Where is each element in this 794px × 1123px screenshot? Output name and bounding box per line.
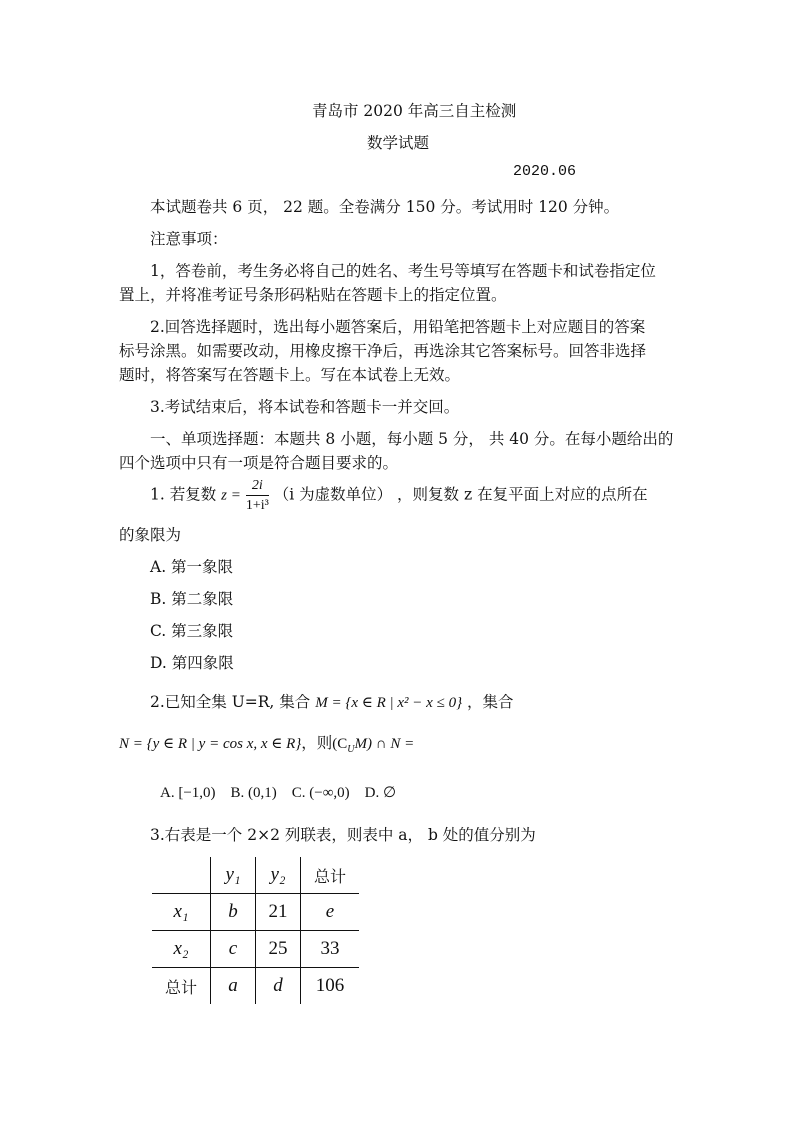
note-2-line-2: 标号涂黑。如需要改动，用橡皮擦干净后，再选涂其它答案标号。回答非选择	[119, 342, 647, 360]
contingency-table	[152, 857, 359, 1004]
q2-prefix: 2.已知全集 U=R, 集合	[150, 693, 311, 711]
table-cell: 21	[256, 894, 301, 931]
table-cell	[152, 857, 211, 894]
q2-set-m: M = {x ∈ R | x² − x ≤ 0}	[315, 695, 463, 711]
table-cell: 33	[301, 931, 360, 968]
question-1-stem	[150, 478, 648, 513]
exam-date: 2020.06	[513, 163, 577, 180]
q2-then: ，则	[301, 734, 333, 752]
q1-z-eq: z =	[221, 487, 241, 504]
table-cell: d	[256, 968, 301, 1005]
q1-suffix: （i 为虚数单位） ，则复数 z 在复平面上对应的点所在	[273, 485, 648, 504]
page-title: 青岛市 2020 年高三自主检测	[312, 102, 517, 120]
question-2-line-2	[119, 731, 414, 755]
table-cell: 总计	[152, 968, 211, 1005]
note-3: 3.考试结束后，将本试卷和答题卡一并交回。	[150, 398, 460, 416]
question-2-stem	[150, 690, 514, 712]
question-1-line-2: 的象限为	[119, 526, 182, 544]
table-cell: 106	[301, 968, 360, 1005]
table-row	[152, 968, 359, 1005]
q2-set-n: N = {y ∈ R | y = cos x, x ∈ R}	[119, 736, 302, 752]
q1-prefix: 1. 若复数	[150, 485, 217, 504]
q2-expr-sub: U	[347, 744, 355, 756]
table-cell: b	[211, 894, 256, 931]
q1-fraction-denominator: 1+i³	[245, 498, 269, 513]
notes-heading: 注意事项：	[150, 230, 228, 248]
table-cell: 25	[256, 931, 301, 968]
table-cell: e	[301, 894, 360, 931]
table-cell: x₁	[152, 894, 211, 931]
note-2-line-3: 题时，将答案写在答题卡上。写在本试卷上无效。	[119, 366, 461, 384]
table-cell: 总计	[301, 857, 360, 894]
q1-option-a: A. 第一象限	[150, 558, 234, 576]
intro-text: 本试题卷共 6 页， 22 题。全卷满分 150 分。考试用时 120 分钟。	[150, 198, 620, 216]
table-cell: a	[211, 968, 256, 1005]
q2-expr-2: M) ∩ N =	[354, 736, 415, 752]
table-cell: x₂	[152, 931, 211, 968]
table-row	[152, 931, 359, 968]
q2-options: A. [−1,0) B. (0,1) C. (−∞,0) D. ∅	[160, 785, 397, 801]
note-1-line-2: 置上，并将准考证号条形码粘贴在答题卡上的指定位置。	[119, 286, 507, 304]
section-1-line-1: 一、单项选择题：本题共 8 小题，每小题 5 分， 共 40 分。在每小题给出的	[150, 430, 674, 448]
q1-option-c: C. 第三象限	[150, 622, 234, 640]
table-cell: y₁	[211, 857, 256, 894]
table-cell: y₂	[256, 857, 301, 894]
table-row	[152, 894, 359, 931]
question-3-stem: 3.右表是一个 2×2 列联表，则表中 a， b 处的值分别为	[150, 826, 536, 844]
q1-fraction-numerator: 2i	[246, 478, 269, 496]
table-cell: c	[211, 931, 256, 968]
q1-option-d: D. 第四象限	[150, 654, 234, 672]
note-1-line-1: 1，答卷前，考生务必将自己的姓名、考生号等填写在答题卡和试卷指定位	[150, 262, 656, 280]
section-1-line-2: 四个选项中只有一项是符合题目要求的。	[119, 454, 399, 472]
table-row	[152, 857, 359, 894]
note-2-line-1: 2.回答选择题时，选出每小题答案后，用铅笔把答题卡上对应题目的答案	[150, 318, 646, 336]
q1-fraction	[246, 478, 269, 513]
q2-suffix: ，集合	[467, 693, 514, 711]
q2-expr: (C	[332, 736, 348, 752]
page-subtitle: 数学试题	[367, 134, 430, 152]
q1-option-b: B. 第二象限	[150, 590, 234, 608]
